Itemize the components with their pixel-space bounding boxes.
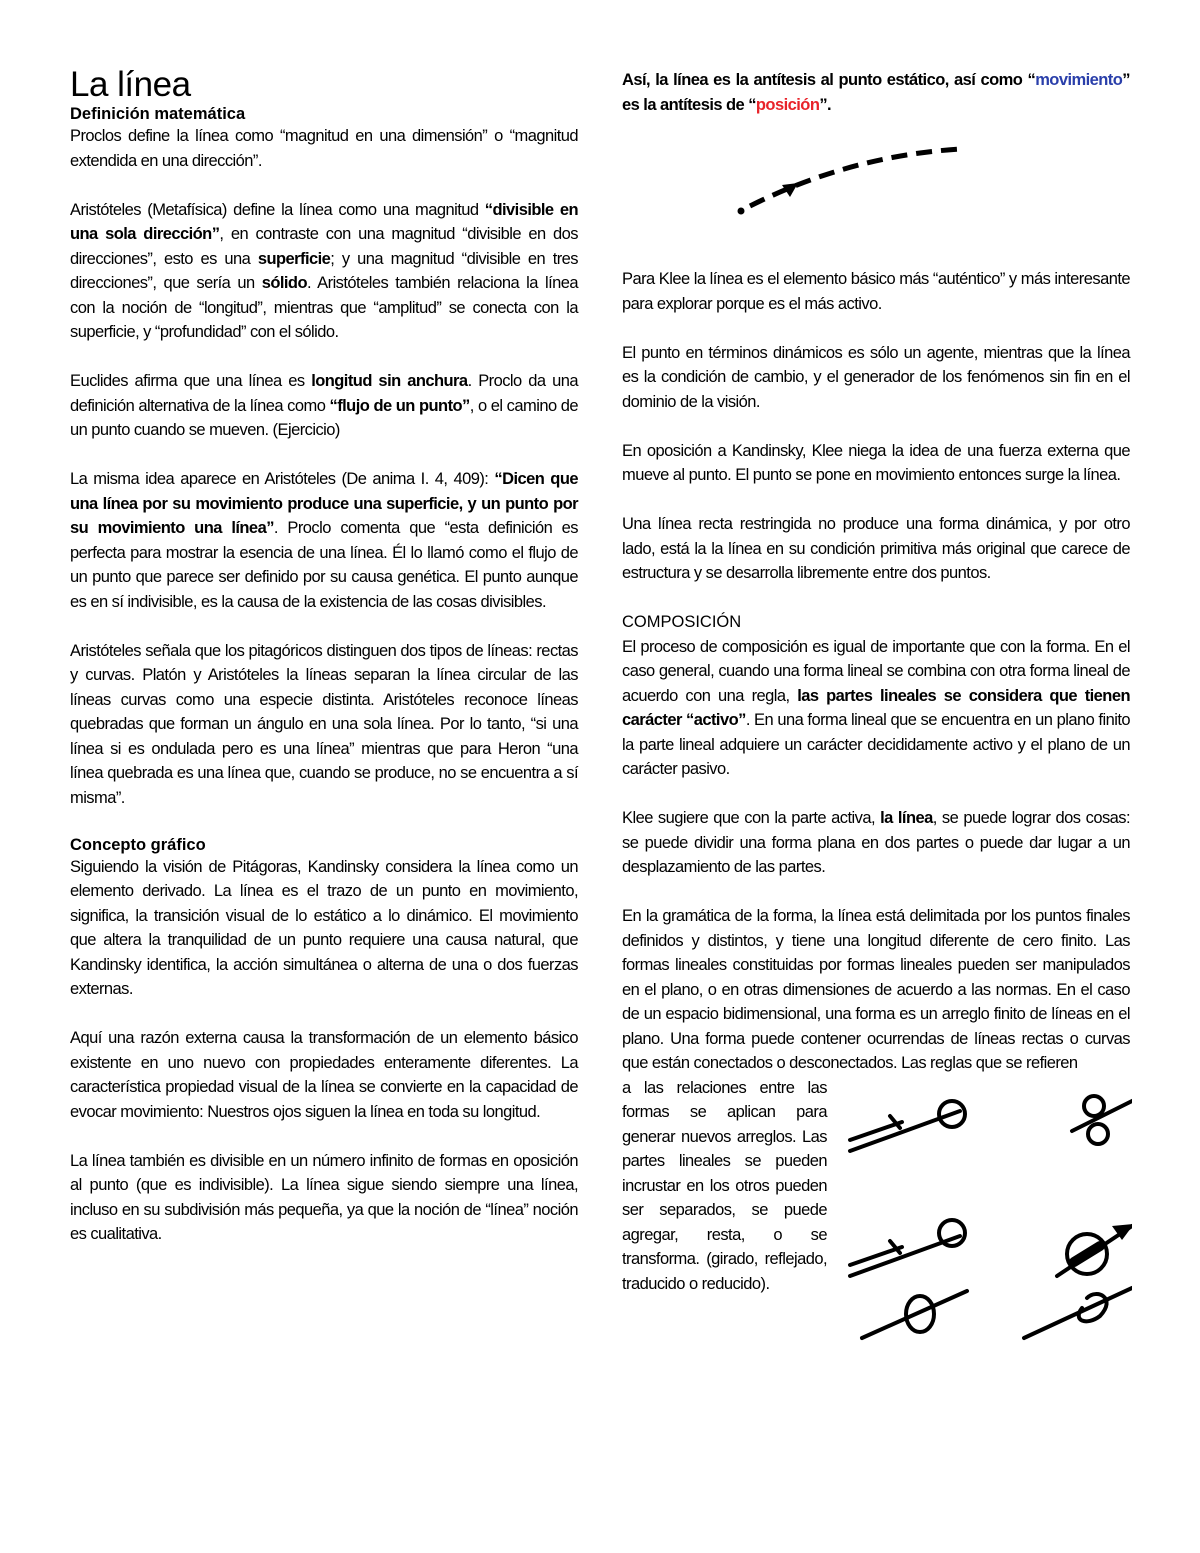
bold-run: la línea bbox=[880, 809, 933, 827]
paragraph-razon-externa: Aquí una razón externa causa la transformación de un elemento básico existente en uno nuevo con propiedades enteramente diferentes. La característica propiedad visual de la línea se convierte en la capacidad de evocar movimiento: Nuestros ojos siguen la línea en toda su longitud. bbox=[70, 1029, 578, 1121]
page-title: La línea bbox=[70, 65, 191, 104]
section-heading-concepto: Concepto gráfico bbox=[70, 835, 206, 854]
paragraph-parte-activa bbox=[622, 806, 1130, 880]
red-keyword: posición bbox=[755, 95, 820, 114]
paragraph-de-anima bbox=[70, 467, 578, 614]
transform-translate-figure bbox=[850, 1101, 965, 1151]
wrapped-text-with-figures bbox=[622, 1076, 1130, 1297]
text-run: Aristóteles (Metafísica) define la línea como una magnitud bbox=[70, 200, 485, 219]
bold-run: “flujo de un punto” bbox=[329, 396, 470, 415]
text-run: ”. bbox=[819, 95, 832, 114]
transform-scale-figure bbox=[862, 1291, 967, 1338]
text-run: Klee sugiere que con la parte activa, bbox=[622, 809, 881, 827]
line-transformations-figure bbox=[842, 1076, 1132, 1346]
text-run: ; y una magnitud “divisible en tres direcciones”, que sería un bbox=[70, 249, 579, 292]
paragraph-relaciones: a las relaciones entre las formas se aplican para generar nuevos arreglos. Las partes lineales se pueden incrustar en los otros pueden ser separados, se puede agregar, resta, o se transforma. (girado, reflejado, traducido o reducido). bbox=[622, 1078, 827, 1293]
paragraph-divisible: La línea también es divisible en un número infinito de formas en oposición al punto (que es indivisible). La línea sigue siendo siempre una línea, incluso en su subdivisión más pequeña, ya que la noción de “línea” noción es cualitativa. bbox=[70, 1151, 578, 1243]
text-run: , o el camino de un punto cuando se mueven. (Ejercicio) bbox=[70, 396, 578, 439]
paragraph-proclos: Proclos define la línea como “magnitud en una dimensión” o “magnitud extendida en una dirección”. bbox=[70, 127, 578, 170]
intro-antitesis bbox=[622, 68, 1130, 117]
paragraph-composicion bbox=[622, 635, 1130, 782]
transform-add-figure bbox=[850, 1220, 965, 1276]
text-run: La misma idea aparece en Aristóteles (De anima I. 4, 409): bbox=[70, 470, 495, 488]
bold-run: “divisible en una sola dirección” bbox=[70, 200, 578, 243]
paragraph-klee-autentico: Para Klee la línea es el elemento básico más “auténtico” y más interesante para explorar porque es el más activo. bbox=[622, 270, 1130, 313]
text-run: El proceso de composición es igual de importante que con la forma. En el caso general, cuando una forma lineal se combina con otra forma lineal de acuerdo con una regla, bbox=[622, 637, 1130, 705]
dashed-path bbox=[750, 149, 962, 206]
transform-subtract-figure bbox=[1024, 1288, 1132, 1338]
left-column bbox=[70, 66, 578, 1247]
text-run: . Proclo comenta que “esta definición es perfecta para mostrar la esencia de una línea. Él lo llamó como el flujo de un punto que parece ser definido por su causa genética. El punto aunque es en sí indivisible, es la causa de la existencia de las cosas divisibles. bbox=[70, 519, 578, 611]
text-run: . Aristóteles también relaciona la línea con la noción de “longitud”, mientras que “amplitud” se conecta con la superficie, y “profundidad” con el sólido. bbox=[70, 274, 579, 341]
paragraph-oposicion-kandinsky: En oposición a Kandinsky, Klee niega la idea de una fuerza externa que mueve al punto. El punto se pone en movimiento entonces surge la línea. bbox=[622, 441, 1130, 484]
text-run: ” es la antítesis de “ bbox=[622, 71, 1130, 114]
bold-run: sólido bbox=[261, 274, 307, 292]
start-point bbox=[738, 208, 745, 215]
bold-run: “Dicen que una línea por su movimiento produce una superficie, y un punto por su movimiento una línea” bbox=[70, 470, 578, 537]
paragraph-kandinsky: Siguiendo la visión de Pitágoras, Kandinsky considera la línea como un elemento derivado. La línea es el trazo de un punto en movimiento, significa, la transición visual de lo estático a lo dinámico. El movimiento que altera la tranquilidad de un punto requiere una causa natural, que Kandinsky identifica, la acción simultánea o alterna de una o dos fuerzas externas. bbox=[70, 857, 578, 998]
right-column bbox=[622, 68, 1130, 1296]
bold-run: superficie bbox=[257, 249, 331, 268]
text-run: “ bbox=[1027, 71, 1036, 89]
text-run: , en contraste con una magnitud “divisible en dos direcciones”, esto es una bbox=[70, 225, 578, 268]
bold-run: las partes lineales se considera que tienen carácter “activo” bbox=[622, 686, 1130, 729]
section-heading-composicion: COMPOSICIÓN bbox=[622, 613, 742, 631]
bold-run: longitud sin anchura bbox=[311, 372, 468, 390]
paragraph-linea-recta: Una línea recta restringida no produce una forma dinámica, y por otro lado, está la la línea en su condición primitiva más original que carece de estructura y se desarrolla libremente entre dos puntos. bbox=[622, 515, 1130, 582]
paragraph-pitagoricos: Aristóteles señala que los pitagóricos distinguen dos tipos de líneas: rectas y curvas. Platón y Aristóteles la líneas separan la línea circular de las líneas curvas como una especie distinta. Aristóteles reconoce líneas quebradas que forman un ángulo en una sola línea. Por lo tanto, “si una línea si es ondulada pero es una línea” mientras que para Heron “una línea quebrada es una línea que, cuando se produce, no se encuentra a sí misma”. bbox=[70, 641, 578, 807]
paragraph-punto-agente: El punto en términos dinámicos es sólo un agente, mientras que la línea es la condición de cambio, y el generador de los fenómenos sin fin en el dominio de la visión. bbox=[622, 343, 1130, 411]
paragraph-gramatica: En la gramática de la forma, la línea está delimitada por los puntos finales definidos y distintos, y tiene una longitud diferente de cero finito. Las formas lineales constituidas por formas lineales pueden ser manipulados en el plano, o en otras dimensiones de acuerdo a las normas. En el caso de un espacio bidimensional, una forma es un arreglo finito de líneas en el plano. Una forma puede contener ocurrendas de líneas rectas o curvas que están conectados o desconectados. Las reglas que se refieren bbox=[622, 907, 1130, 1072]
text-run: . Proclo da una definición alternativa de la línea como bbox=[70, 372, 578, 415]
text-run: . En una forma lineal que se encuentra en un plano finito la parte lineal adquiere un carácter decididamente activo y el plano de un carácter pasivo. bbox=[622, 711, 1130, 778]
moving-point-figure bbox=[622, 117, 1130, 267]
text-run: , se puede lograr dos cosas: se puede dividir una forma plana en dos partes o puede dar lugar a un desplazamiento de las partes. bbox=[622, 809, 1131, 876]
text-run: Así, la línea es la antítesis al punto estático, así como bbox=[622, 71, 1028, 89]
text-run: Euclides afirma que una línea es bbox=[70, 372, 312, 390]
paragraph-aristoteles bbox=[70, 198, 578, 345]
transform-reflect-figure bbox=[1072, 1096, 1132, 1144]
paragraph-euclides bbox=[70, 369, 578, 443]
section-heading-definicion: Definición matemática bbox=[70, 105, 246, 123]
blue-keyword: movimiento bbox=[1035, 71, 1123, 89]
dashed-arrow-illustration bbox=[622, 117, 1130, 267]
